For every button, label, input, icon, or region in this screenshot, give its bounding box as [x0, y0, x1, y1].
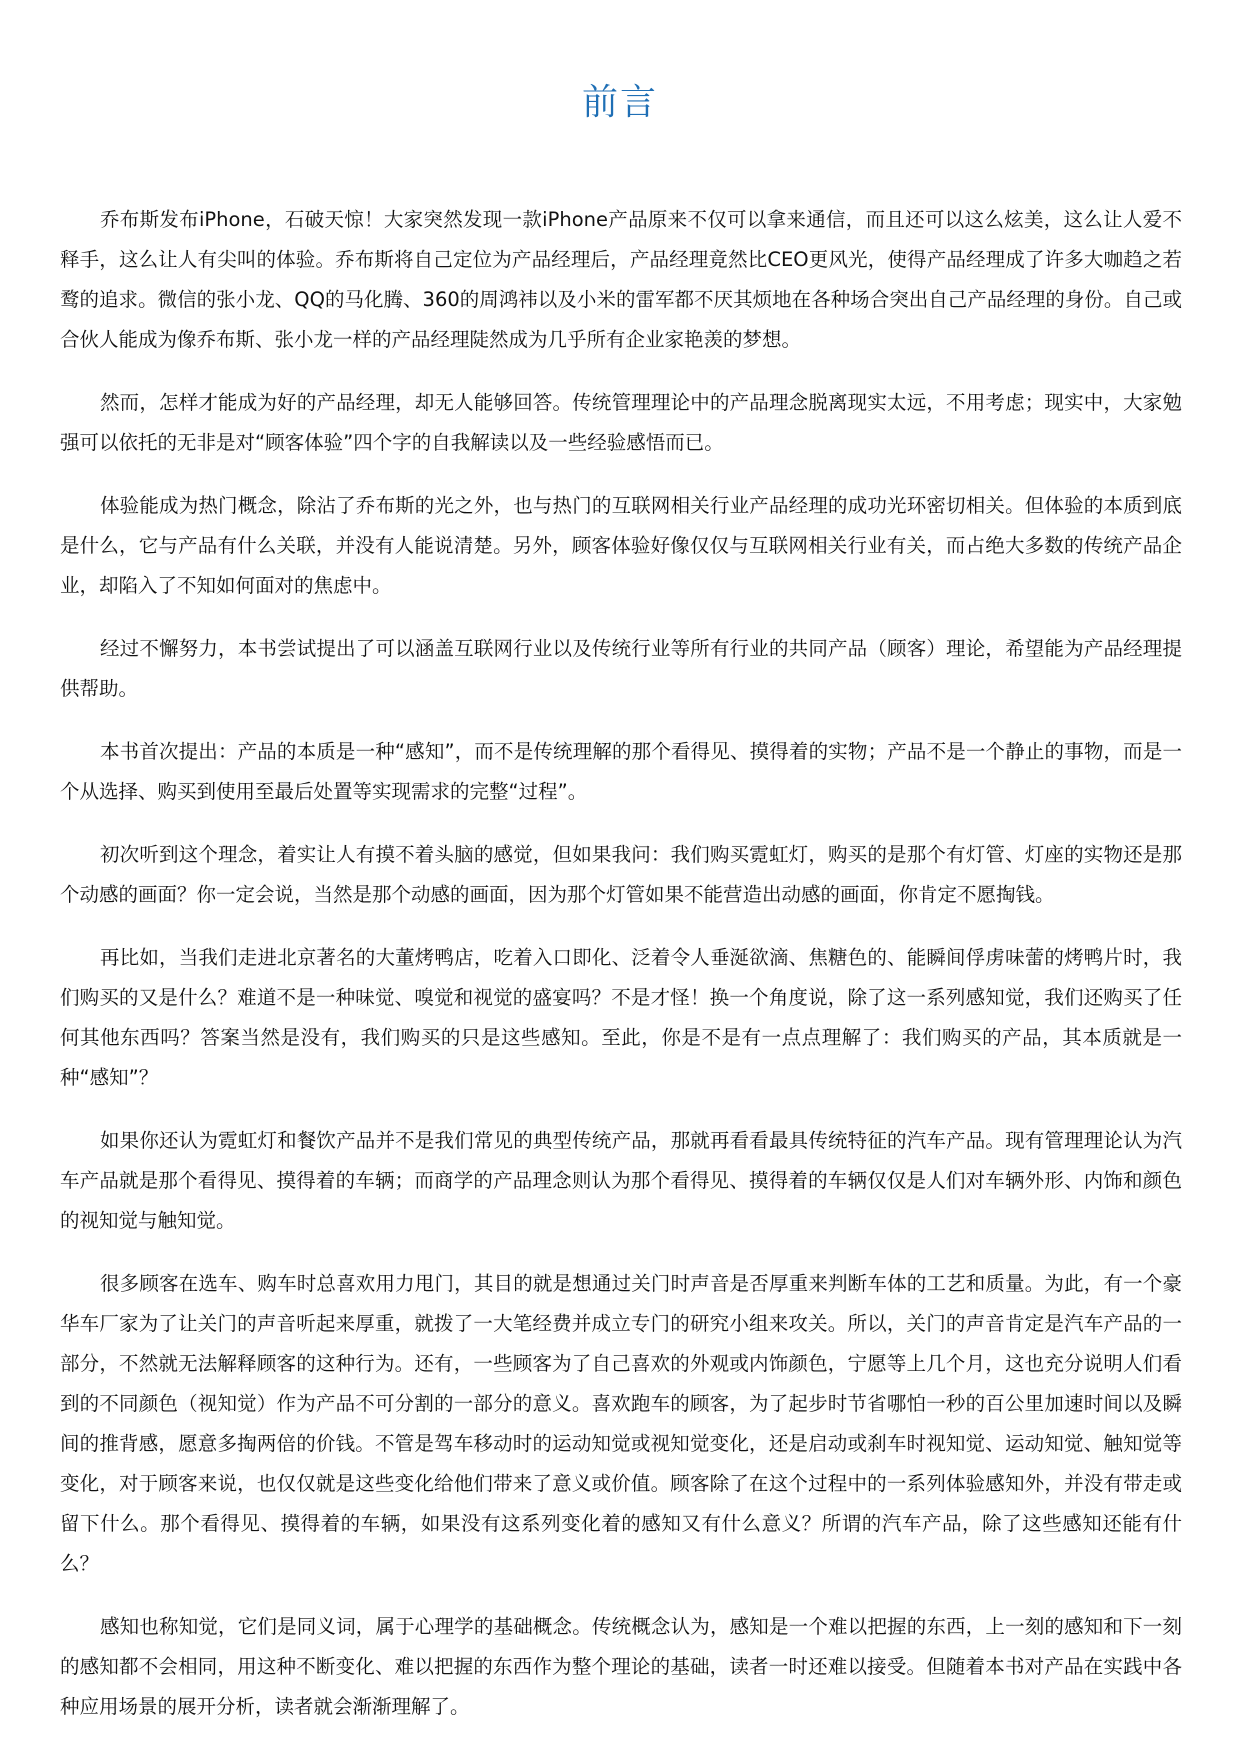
paragraph-2: 然而，怎样才能成为好的产品经理，却无人能够回答。传统管理理论中的产品理念脱离现实太远，不用考虑；现实中，大家勉强可以依托的无非是对“顾客体验”四个字的自我解读以及一些经验感悟而已。	[60, 391, 1182, 454]
preface-body	[60, 200, 1182, 1750]
paragraph-1: 乔布斯发布iPhone，石破天惊！大家突然发现一款iPhone产品原来不仅可以拿来通信，而且还可以这么炫美，这么让人爱不释手，这么让人有尖叫的体验。乔布斯将自己定位为产品经理后，产品经理竟然比CEO更风光，使得产品经理成了许多大咖趋之若鹜的追求。微信的张小龙、QQ的马化腾、360的周鸿祎以及小米的雷军都不厌其烦地在各种场合突出自己产品经理的身份。自己或合伙人能成为像乔布斯、张小龙一样的产品经理陡然成为几乎所有企业家艳羡的梦想。	[60, 208, 1182, 351]
paragraph-9: 很多顾客在选车、购车时总喜欢用力甩门，其目的就是想通过关门时声音是否厚重来判断车体的工艺和质量。为此，有一个豪华车厂家为了让关门的声音听起来厚重，就拨了一大笔经费并成立专门的研究小组来攻关。所以，关门的声音肯定是汽车产品的一部分，不然就无法解释顾客的这种行为。还有，一些顾客为了自己喜欢的外观或内饰颜色，宁愿等上几个月，这也充分说明人们看到的不同颜色（视知觉）作为产品不可分割的一部分的意义。喜欢跑车的顾客，为了起步时节省哪怕一秒的百公里加速时间以及瞬间的推背感，愿意多掏两倍的价钱。不管是驾车移动时的运动知觉或视知觉变化，还是启动或刹车时视知觉、运动知觉、触知觉等变化，对于顾客来说，也仅仅就是这些变化给他们带来了意义或价值。顾客除了在这个过程中的一系列体验感知外，并没有带走或留下什么。那个看得见、摸得着的车辆，如果没有这系列变化着的感知又有什么意义？所谓的汽车产品，除了这些感知还能有什么？	[60, 1272, 1182, 1575]
paragraph-8: 如果你还认为霓虹灯和餐饮产品并不是我们常见的典型传统产品，那就再看看最具传统特征的汽车产品。现有管理理论认为汽车产品就是那个看得见、摸得着的车辆；而商学的产品理念则认为那个看得见、摸得着的车辆仅仅是人们对车辆外形、内饰和颜色的视知觉与触知觉。	[60, 1129, 1182, 1232]
page-title: 前言	[581, 82, 658, 123]
paragraph-6: 初次听到这个理念，着实让人有摸不着头脑的感觉，但如果我问：我们购买霓虹灯，购买的是那个有灯管、灯座的实物还是那个动感的画面？你一定会说，当然是那个动感的画面，因为那个灯管如果不能营造出动感的画面，你肯定不愿掏钱。	[60, 843, 1182, 906]
paragraph-5: 本书首次提出：产品的本质是一种“感知”，而不是传统理解的那个看得见、摸得着的实物；产品不是一个静止的事物，而是一个从选择、购买到使用至最后处置等实现需求的完整“过程”。	[60, 740, 1182, 803]
paragraph-4: 经过不懈努力，本书尝试提出了可以涵盖互联网行业以及传统行业等所有行业的共同产品（顾客）理论，希望能为产品经理提供帮助。	[60, 637, 1182, 700]
paragraph-10: 感知也称知觉，它们是同义词，属于心理学的基础概念。传统概念认为，感知是一个难以把握的东西，上一刻的感知和下一刻的感知都不会相同，用这种不断变化、难以把握的东西作为整个理论的基础，读者一时还难以接受。但随着本书对产品在实践中各种应用场景的展开分析，读者就会渐渐理解了。	[60, 1615, 1182, 1718]
paragraph-3: 体验能成为热门概念，除沾了乔布斯的光之外，也与热门的互联网相关行业产品经理的成功光环密切相关。但体验的本质到底是什么，它与产品有什么关联，并没有人能说清楚。另外，顾客体验好像仅仅与互联网相关行业有关，而占绝大多数的传统产品企业，却陷入了不知如何面对的焦虑中。	[60, 494, 1182, 597]
paragraph-7: 再比如，当我们走进北京著名的大董烤鸭店，吃着入口即化、泛着令人垂涎欲滴、焦糖色的、能瞬间俘虏味蕾的烤鸭片时，我们购买的又是什么？难道不是一种味觉、嗅觉和视觉的盛宴吗？不是才怪！换一个角度说，除了这一系列感知觉，我们还购买了任何其他东西吗？答案当然是没有，我们购买的只是这些感知。至此，你是不是有一点点理解了：我们购买的产品，其本质就是一种“感知”？	[60, 946, 1182, 1089]
